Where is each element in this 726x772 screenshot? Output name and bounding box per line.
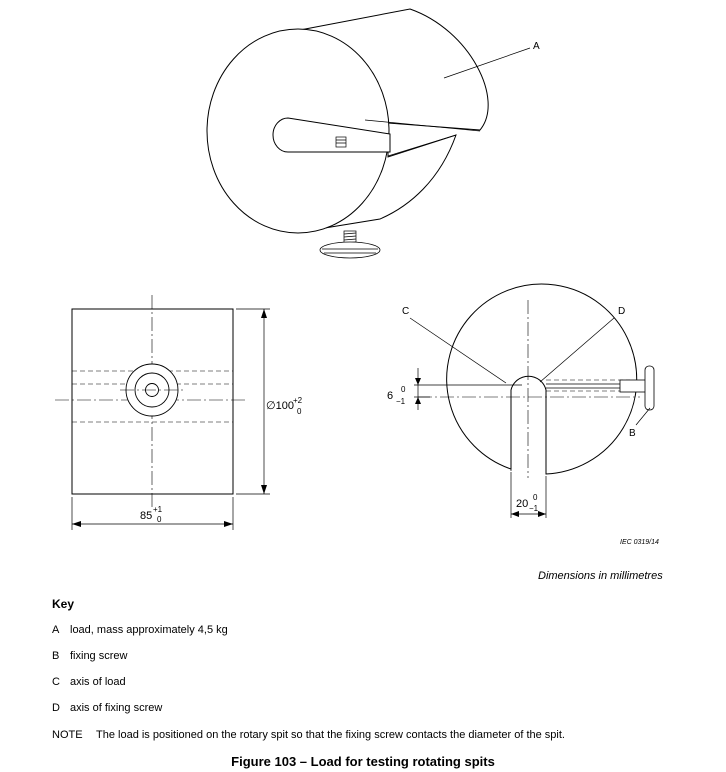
- key-title: Key: [52, 597, 75, 611]
- key-item-d: [52, 702, 162, 714]
- figure-caption: Figure 103 – Load for testing rotating spits: [231, 754, 495, 769]
- svg-text:0: 0: [401, 385, 406, 394]
- svg-text:−1: −1: [396, 397, 406, 406]
- screw-hole: [336, 137, 346, 147]
- side-view: [55, 295, 303, 530]
- svg-text:−1: −1: [529, 504, 539, 513]
- svg-text:6: 6: [387, 390, 394, 402]
- end-view-outline: [447, 284, 637, 474]
- label-b: B: [629, 428, 636, 439]
- svg-text:20: 20: [516, 498, 529, 510]
- key-text: fixing screw: [70, 650, 128, 662]
- key-text: load, mass approximately 4,5 kg: [70, 624, 228, 636]
- length-dimension: [72, 497, 233, 530]
- key-text: axis of load: [70, 676, 126, 688]
- label-d: D: [618, 306, 626, 317]
- key-text: axis of fixing screw: [70, 702, 163, 714]
- note-label: NOTE: [52, 729, 83, 741]
- end-view: [387, 284, 659, 546]
- key-item-c: [52, 676, 126, 688]
- svg-text:+2: +2: [293, 396, 303, 405]
- label-c: C: [402, 306, 410, 317]
- leader-b: [636, 408, 650, 425]
- svg-text:85: 85: [140, 510, 153, 522]
- svg-text:∅100: ∅100: [266, 400, 294, 412]
- key-item-b: [52, 650, 127, 662]
- key-letter: A: [52, 624, 60, 636]
- note: [52, 729, 565, 741]
- iec-reference: IEC 0319/14: [620, 539, 659, 546]
- key-letter: D: [52, 702, 60, 714]
- isometric-view: [207, 9, 540, 258]
- note-text: The load is positioned on the rotary spit so that the fixing screw contacts the diameter of the spit.: [96, 729, 565, 741]
- fixing-screw-iso: [320, 231, 380, 258]
- label-a: A: [533, 41, 540, 52]
- svg-text:0: 0: [157, 515, 162, 524]
- svg-text:0: 0: [297, 407, 302, 416]
- svg-text:0: 0: [533, 493, 538, 502]
- key-letter: C: [52, 676, 60, 688]
- key-item-a: [52, 624, 228, 636]
- units-note: Dimensions in millimetres: [538, 570, 663, 582]
- key-letter: B: [52, 650, 60, 662]
- slot-width-dimension: [511, 472, 546, 518]
- diameter-dimension: [236, 309, 303, 494]
- svg-text:+1: +1: [153, 505, 163, 514]
